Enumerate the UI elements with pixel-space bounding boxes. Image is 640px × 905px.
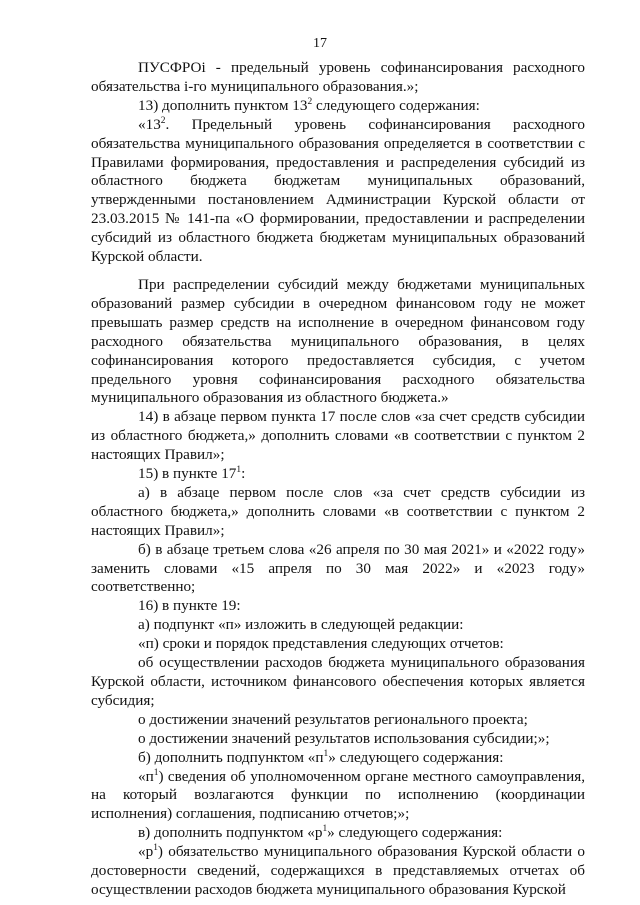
superscript: 1: [236, 465, 242, 476]
paragraph-subitem-b: б) в абзаце третьем слова «26 апреля по 30 мая 2021» и «2022 году» заменить словами «15 апреля по 30 мая 2022» и «2023 году» соответственно;: [91, 540, 585, 596]
item-13-text-end: следующего содержания:: [312, 96, 480, 114]
paragraph-item-16: 16) в пункте 19:: [138, 597, 241, 615]
paragraph-item-15: [91, 465, 585, 484]
paragraph-report-regional-project: о достижении значений результатов регионального проекта;: [138, 710, 528, 728]
paragraph-report-subsidy-use: о достижении значений результатов использования субсидии;»;: [138, 729, 550, 747]
paragraph-subitem-v-r1: [91, 824, 585, 843]
superscript: 1: [153, 843, 158, 854]
subitem-b-p1-text-end: » следующего содержания:: [328, 748, 504, 766]
subitem-v-r1-text: в) дополнить подпунктом «р: [138, 824, 323, 842]
paragraph-subitem-a-p: а) подпункт «п» изложить в следующей редакции:: [138, 616, 464, 634]
point-13-2-text: . Предельный уровень софинансирования расходного обязательства муниципального образования определяется в соответствии с Правилами формирования, предоставления и распределения субсидий из областного бюджета бюджетам муниципальных образований, утвержденными постановлением Администрации Курской области от 23.03.2015 № 141-па «О формировании, предоставлении и распределении субсидий из областного бюджета бюджетам муниципальных образований Курской области.: [91, 115, 585, 266]
subitem-b-p1-text: б) дополнить подпунктом «п: [138, 748, 324, 766]
superscript: 1: [323, 748, 329, 759]
paragraph-subsidy-distribution: При распределении субсидий между бюджетами муниципальных образований размер субсидии в очередном финансовом году не может превышать размер средств на исполнение в очередном финансовом году расходного обязательства муниципального образования, в целях софинансирования которого предоставляется субсидия, с учетом предельного уровня софинансирования расходного обязательства муниципального образования из областного бюджета.»: [91, 275, 585, 407]
paragraph-subitem-a: а) в абзаце первом после слов «за счет средств субсидии из областного бюджета,» дополнить словами «в соответствии с пунктом 2 настоящих Правил»;: [91, 483, 585, 539]
superscript: 1: [153, 767, 159, 778]
point-13-2-start: «13: [138, 115, 161, 133]
subitem-v-r1-text-end: » следующего содержания:: [327, 824, 503, 842]
paragraph-subitem-b-p1: [91, 749, 585, 768]
paragraph-item-13: [91, 97, 585, 116]
item-13-text: 13) дополнить пунктом 13: [138, 96, 308, 114]
point-p1-start: «п: [138, 767, 154, 785]
paragraph-point-p1: [91, 768, 585, 825]
superscript: 2: [307, 96, 313, 107]
paragraph-pusfro-definition: ПУСФРОi - предельный уровень софинансирования расходного обязательства i-го муниципального образования.»;: [91, 59, 585, 95]
superscript: 2: [160, 115, 166, 126]
paragraph-point-p: «п) сроки и порядок представления следующих отчетов:: [138, 635, 504, 653]
paragraph-item-14: 14) в абзаце первом пункта 17 после слов «за счет средств субсидии из областного бюджета,» дополнить словами «в соответствии с пунктом 2 настоящих Правил»;: [91, 408, 585, 464]
paragraph-point-13-2: [91, 116, 585, 267]
page-number: 17: [313, 36, 327, 51]
point-r1-text: ) обязательство муниципального образования Курской области о достоверности сведений, содержащихся в представляемых отчетах об осуществлении расходов бюджета муниципального образования Курской: [91, 843, 585, 898]
point-r1-start: «р: [138, 843, 154, 861]
paragraph-report-expenses: об осуществлении расходов бюджета муниципального образования Курской области, источником финансового обеспечения которых является субсидия;: [91, 654, 585, 709]
paragraph-point-r1: [91, 843, 585, 900]
item-15-text-end: :: [241, 465, 246, 483]
superscript: 1: [322, 824, 328, 835]
item-15-text: 15) в пункте 17: [138, 465, 237, 483]
document-body: [91, 59, 585, 900]
point-p1-text: ) сведения об уполномоченном органе местного самоуправления, на который возлагаются функции по исполнению (координации исполнения) соглашения, подписанию отчетов;»;: [91, 767, 585, 823]
